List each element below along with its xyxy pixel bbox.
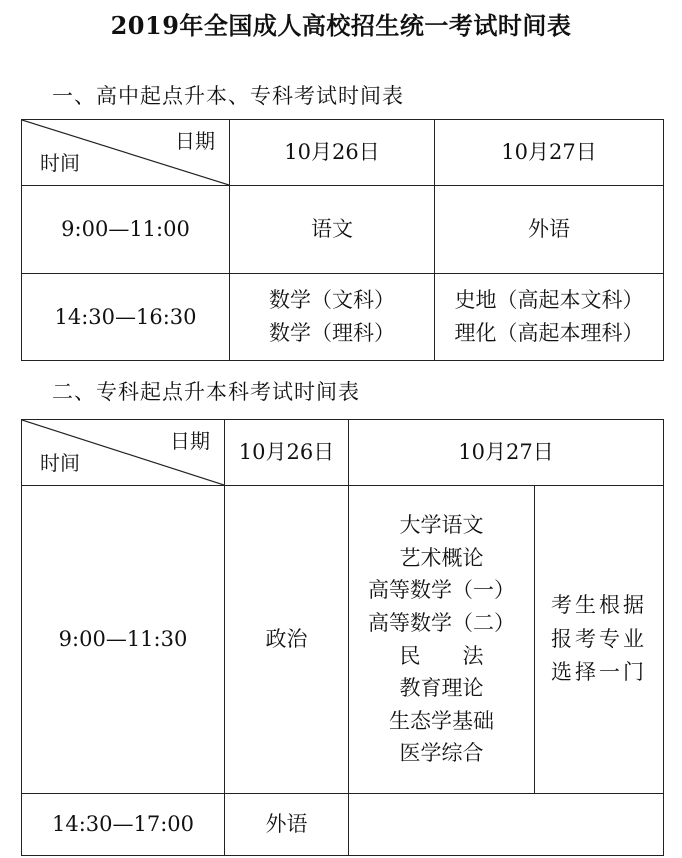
table-row (22, 186, 664, 274)
section2-heading: 二、专科起点升本科考试时间表 (52, 380, 360, 404)
subject: 高等数学（一） (368, 578, 515, 603)
corner-date-label: 日期 (175, 129, 215, 153)
subject: 语文 (311, 217, 353, 242)
time-cell: 14:30—17:00 (22, 794, 225, 856)
note-line: 考生根据 (551, 593, 647, 618)
corner-time-label: 时间 (40, 451, 80, 475)
date-header-1: 10月26日 (230, 120, 435, 186)
section1-heading: 一、高中起点升本、专科考试时间表 (52, 84, 404, 108)
time-cell: 14:30—16:30 (22, 274, 230, 361)
table-row (22, 274, 664, 361)
note-line: 报考专业 (551, 626, 647, 651)
subject: 教育理论 (399, 676, 484, 701)
section1-table (21, 119, 664, 361)
subject: 医学综合 (399, 741, 484, 766)
date-header-1: 10月26日 (225, 420, 349, 486)
subject: 高等数学（二） (368, 610, 515, 635)
day1-cell (230, 274, 435, 361)
subject: 数学（文科） (269, 288, 395, 313)
corner-cell (22, 420, 225, 486)
time-cell: 9:00—11:00 (22, 186, 230, 274)
subject: 外语 (528, 217, 570, 242)
time-cell: 9:00—11:30 (22, 486, 225, 794)
date-header-2: 10月27日 (349, 420, 664, 486)
corner-cell (22, 120, 230, 186)
subject: 生态学基础 (389, 708, 494, 733)
date-header-2: 10月27日 (435, 120, 664, 186)
corner-time-label: 时间 (40, 151, 80, 175)
subjects-cell (349, 486, 535, 794)
table-header-row (22, 120, 664, 186)
day1-cell: 政治 (225, 486, 349, 794)
subject: 大学语文 (399, 513, 484, 538)
subject: 艺术概论 (399, 545, 484, 570)
table-header-row (22, 420, 664, 486)
table-row (22, 486, 664, 794)
note-cell (535, 486, 664, 794)
subject: 理化（高起本理科） (454, 321, 644, 345)
table-row (22, 794, 664, 856)
section2-table (21, 419, 664, 856)
corner-date-label: 日期 (170, 429, 210, 453)
page-title: 2019年全国成人高校招生统一考试时间表 (110, 11, 572, 40)
subject: 数学（理科） (269, 321, 395, 345)
day2-cell (435, 186, 664, 274)
day2-cell (349, 794, 664, 856)
day2-cell (435, 274, 664, 361)
day1-cell: 外语 (225, 794, 349, 856)
note-line: 选择一门 (551, 660, 647, 685)
subject: 民 法 (399, 643, 484, 668)
subject: 史地（高起本文科） (454, 288, 644, 313)
day1-cell (230, 186, 435, 274)
